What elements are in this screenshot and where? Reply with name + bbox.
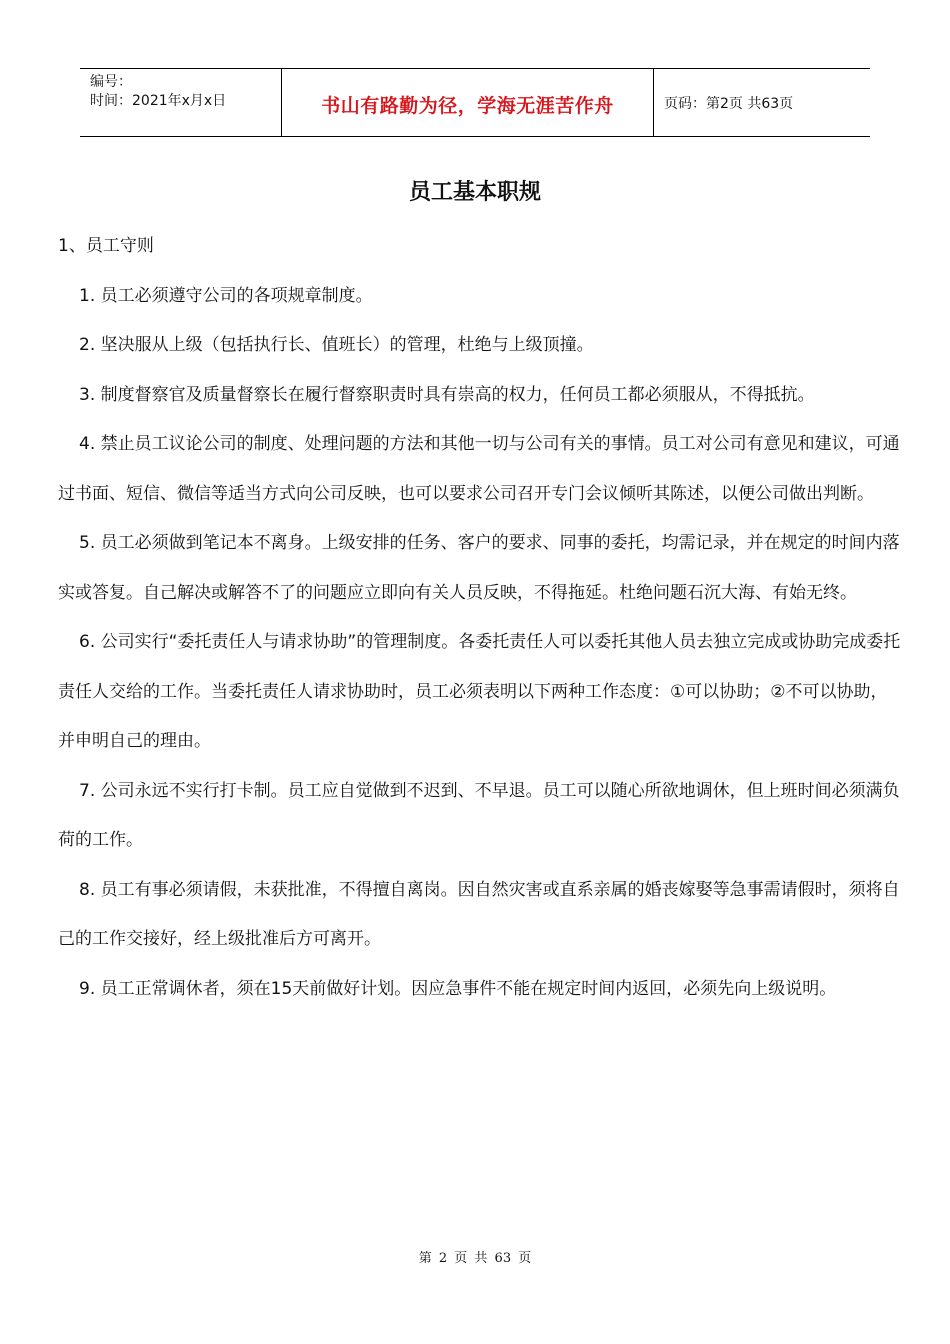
document-body [58, 222, 903, 1014]
number-label: 编号： [90, 74, 132, 90]
section-heading: 1、员工守则 [58, 236, 154, 256]
rule-paragraph: 3. 制度督察官及质量督察长在履行督察职责时具有崇高的权力，任何员工都必须服从，不得抵抗。 [79, 384, 815, 405]
rule-paragraph: 2. 坚决服从上级（包括执行长、值班长）的管理，杜绝与上级顶撞。 [79, 335, 594, 355]
date-line: 时间：2021年x月x日 [90, 93, 227, 109]
motto: 书山有路勤为径，学海无涯苦作舟 [282, 69, 654, 136]
header-page-info: 页码：第2页 共63页 [664, 95, 794, 112]
rule-paragraph: 8. 员工有事必须请假，未获批准，不得擅自离岗。因自然灾害或直系亲属的婚丧嫁娶等急事需请假时，须将自己的工作交接好，经上级批准后方可离开。 [58, 879, 900, 949]
rule-paragraph: 6. 公司实行“委托责任人与请求协助”的管理制度。各委托责任人可以委托其他人员去独立完成或协助完成委托责任人交给的工作。当委托责任人请求协助时，员工必须表明以下两种工作态度：①可以协助；②不可以协助，并申明自己的理由。 [58, 632, 901, 751]
rule-paragraph: 1. 员工必须遵守公司的各项规章制度。 [79, 285, 373, 306]
header-table [80, 68, 870, 137]
document-title: 员工基本职规 [408, 180, 541, 205]
rule-paragraph: 7. 公司永远不实行打卡制。员工应自觉做到不迟到、不早退。员工可以随心所欲地调休，但上班时间必须满负荷的工作。 [58, 780, 900, 850]
header-meta-cell [80, 69, 282, 136]
page-footer: 第 2 页 共 63 页 [418, 1251, 532, 1266]
rule-paragraph: 5. 员工必须做到笔记本不离身。上级安排的任务、客户的要求、同事的委托，均需记录，并在规定的时间内落实或答复。自己解决或解答不了的问题应立即向有关人员反映，不得拖延。杜绝问题石沉大海、有始无终。 [58, 533, 900, 603]
rule-paragraph: 9. 员工正常调休者，须在15天前做好计划。因应急事件不能在规定时间内返回，必须先向上级说明。 [79, 978, 837, 999]
rule-paragraph: 4. 禁止员工议论公司的制度、处理问题的方法和其他一切与公司有关的事情。员工对公司有意见和建议，可通过书面、短信、微信等适当方式向公司反映，也可以要求公司召开专门会议倾听其陈述，以便公司做出判断。 [58, 434, 900, 504]
